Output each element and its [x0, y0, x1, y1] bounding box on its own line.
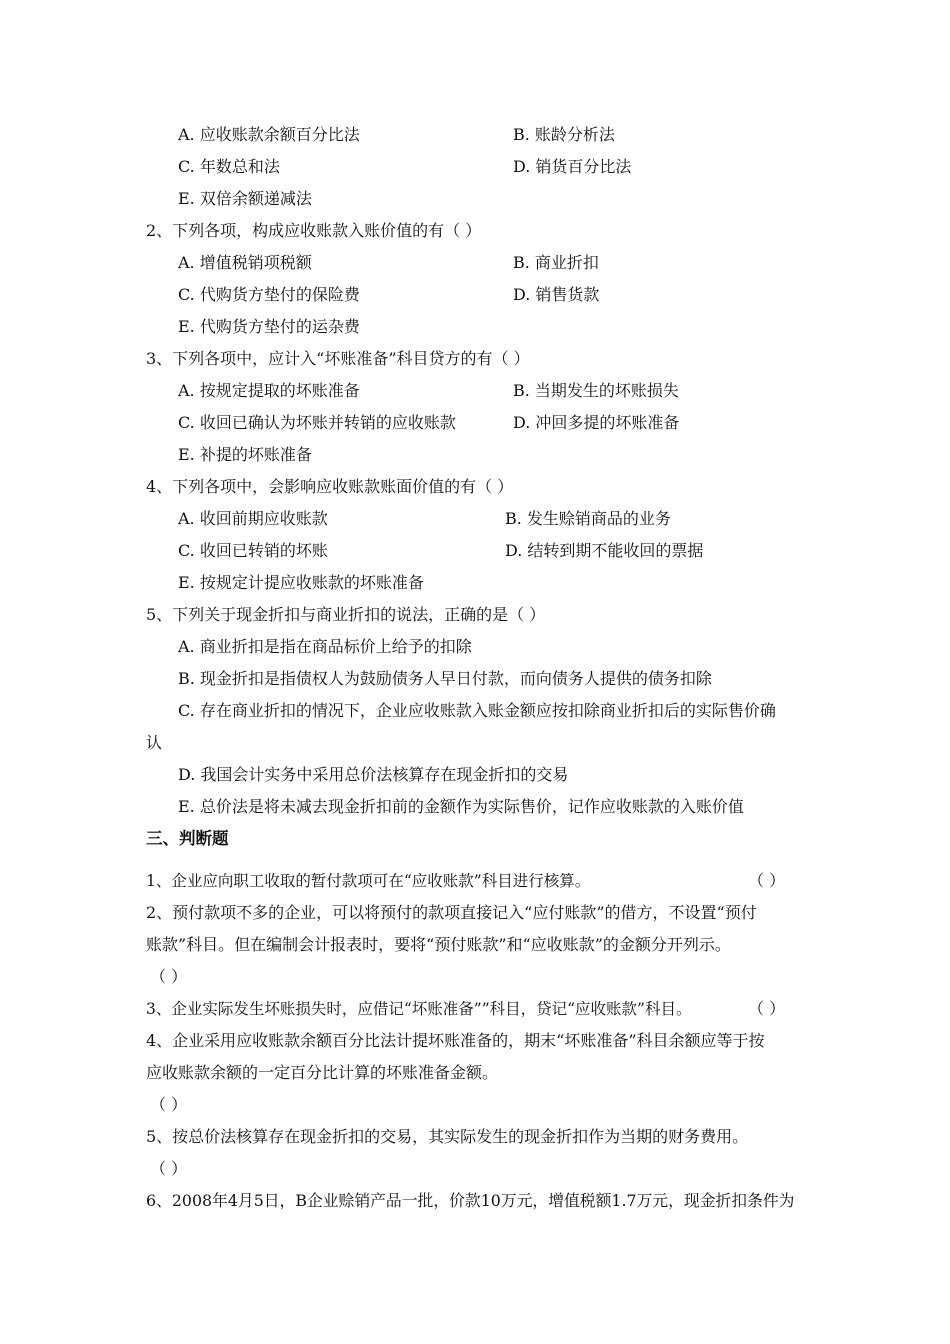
- q3-option-d: D. 冲回多提的坏账准备: [513, 413, 680, 432]
- tf-item-6: 6、2008年4月5日，B企业赊销产品一批，价款10万元，增值税额1.7万元，现金折扣条件为: [146, 1191, 795, 1210]
- q3-option-b: B. 当期发生的坏账损失: [513, 381, 679, 400]
- tf-item-1: 1、企业应向职工收取的暂付款项可在“应收账款”科目进行核算。: [146, 872, 591, 890]
- tf-item-2-answer-paren: （ ）: [150, 967, 188, 986]
- q5-option-e: E. 总价法是将未减去现金折扣前的金额作为实际售价，记作应收账款的入账价值: [178, 797, 744, 816]
- q1-option-c: C. 年数总和法: [178, 157, 280, 176]
- q4-option-a: A. 收回前期应收账款: [178, 509, 328, 528]
- q5-option-b: B. 现金折扣是指债权人为鼓励债务人早日付款，而向债务人提供的债务扣除: [178, 669, 712, 688]
- q2-option-d: D. 销售货款: [513, 285, 600, 304]
- q2-stem: 2、下列各项，构成应收账款入账价值的有（ ）: [146, 221, 482, 240]
- q4-option-c: C. 收回已转销的坏账: [178, 541, 328, 560]
- q3-option-c: C. 收回已确认为坏账并转销的应收账款: [178, 413, 456, 432]
- q4-stem: 4、下列各项中，会影响应收账款账面价值的有（ ）: [146, 477, 514, 496]
- tf-item-2-line1: 2、预付款项不多的企业，可以将预付的款项直接记入“应付账款”的借方，不设置“预付: [146, 903, 757, 922]
- q5-option-c: C. 存在商业折扣的情况下，企业应收账款入账金额应按扣除商业折扣后的实际售价确: [178, 701, 776, 720]
- tf-item-5: 5、按总价法核算存在现金折扣的交易，其实际发生的现金折扣作为当期的财务费用。: [146, 1127, 749, 1146]
- q2-option-a: A. 增值税销项税额: [178, 253, 312, 272]
- tf-item-2-line2: 账款”科目。但在编制会计报表时，要将“预付账款”和“应收账款”的金额分开列示。: [146, 935, 731, 954]
- q1-option-e: E. 双倍余额递减法: [178, 189, 312, 208]
- q4-option-e: E. 按规定计提应收账款的坏账准备: [178, 573, 424, 592]
- q1-option-b: B. 账龄分析法: [513, 125, 615, 144]
- tf-item-4-line1: 4、企业采用应收账款余额百分比法计提坏账准备的，期末“坏账准备”科目余额应等于按: [146, 1031, 765, 1050]
- q1-option-a: A. 应收账款余额百分比法: [178, 125, 360, 144]
- q3-option-a: A. 按规定提取的坏账准备: [178, 381, 360, 400]
- tf-item-5-answer-paren: （ ）: [150, 1159, 188, 1178]
- q5-option-a: A. 商业折扣是指在商品标价上给予的扣除: [178, 637, 472, 656]
- q4-option-b: B. 发生赊销商品的业务: [505, 509, 671, 528]
- q2-option-b: B. 商业折扣: [513, 253, 599, 272]
- tf-item-4-answer-paren: （ ）: [150, 1095, 188, 1114]
- q1-option-d: D. 销货百分比法: [513, 157, 632, 176]
- q2-option-c: C. 代购货方垫付的保险费: [178, 285, 360, 304]
- q2-option-e: E. 代购货方垫付的运杂费: [178, 317, 360, 336]
- q3-option-e: E. 补提的坏账准备: [178, 445, 312, 464]
- tf-item-3-answer-paren: （ ）: [748, 999, 786, 1018]
- tf-item-1-answer-paren: （ ）: [748, 871, 786, 890]
- q5-option-d: D. 我国会计实务中采用总价法核算存在现金折扣的交易: [178, 765, 569, 784]
- q3-stem: 3、下列各项中，应计入“坏账准备”科目贷方的有（ ）: [146, 349, 530, 368]
- q4-option-d: D. 结转到期不能收回的票据: [505, 541, 704, 560]
- q5-stem: 5、下列关于现金折扣与商业折扣的说法，正确的是（ ）: [146, 605, 546, 624]
- q5-option-c-continued: 认: [146, 733, 163, 752]
- tf-item-4-line2: 应收账款余额的一定百分比计算的坏账准备金额。: [146, 1063, 499, 1082]
- section-heading-true-false: 三、判断题: [146, 829, 229, 848]
- tf-item-3: 3、企业实际发生坏账损失时，应借记“坏账准备””科目，贷记“应收账款”科目。: [146, 1000, 692, 1018]
